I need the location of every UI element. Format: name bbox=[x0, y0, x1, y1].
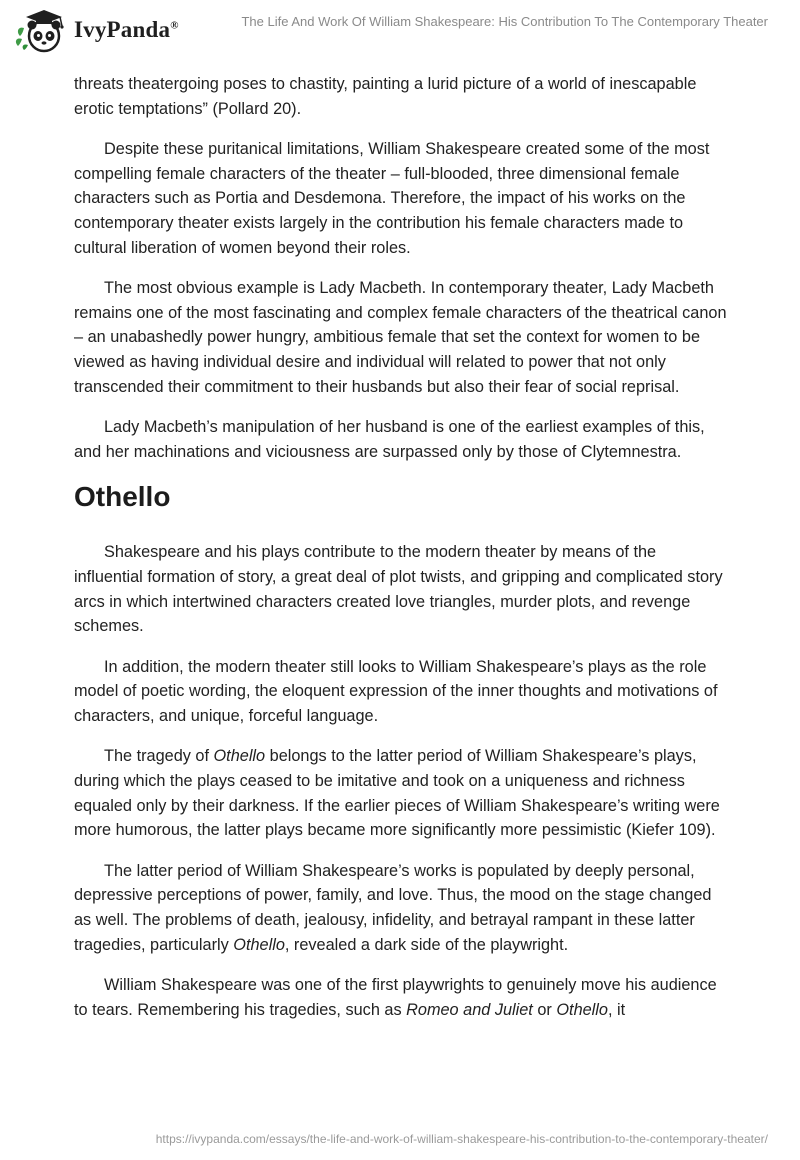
text-run: belongs to the latter period of William Shakespeare’s plays, during which the plays ceased to be imitative and took on a uniqueness and richness equaled only by their darkness. If the earlier pieces of William Shakespeare’s writing were more humorous, the latter plays became more significantly more pessimistic (Kiefer 109). bbox=[74, 747, 720, 840]
italic-title: Othello bbox=[233, 935, 285, 954]
page-header bbox=[0, 0, 800, 62]
ivypanda-logo[interactable] bbox=[14, 6, 179, 54]
text-run: William Shakespeare was one of the first playwrights to genuinely move his audience to tears. Remembering his tragedies, such as bbox=[74, 976, 717, 1019]
italic-title: Othello bbox=[556, 1000, 608, 1019]
paragraph: Despite these puritanical limitations, William Shakespeare created some of the most compelling female characters of the theater – full-blooded, three dimensional female characters such as Portia and Desdemona. Therefore, the impact of his works on the contemporary theater exists largely in the contribution his female characters made to cultural liberation of women beyond their roles. bbox=[74, 140, 710, 257]
text-run: The latter period of William Shakespeare’s works is populated by deeply personal, depressive perceptions of power, family, and love. Thus, the mood on the stage changed as well. The problems of death, jealousy, infidelity, and betrayal rampant in these latter tragedies, particularly bbox=[74, 861, 712, 954]
text-run: The tragedy of bbox=[104, 747, 214, 766]
italic-title: Romeo and Juliet bbox=[406, 1000, 533, 1019]
paragraph bbox=[74, 973, 729, 1022]
panda-graduate-icon bbox=[14, 6, 70, 54]
text-run: , it bbox=[607, 1000, 626, 1019]
essay-body bbox=[74, 72, 729, 1038]
paragraph: The most obvious example is Lady Macbeth. In contemporary theater, Lady Macbeth remains one of the most fascinating and complex female characters of the theatrical canon – an unabashedly power hungry, ambitious female that set the context for women to be viewed as having individual desire and individual will related to power that not only transcended their commitment to their husbands but also their fear of social reprisal. bbox=[74, 279, 727, 396]
registered-mark: ® bbox=[170, 19, 179, 32]
paragraph bbox=[74, 744, 729, 842]
document-title: The Life And Work Of William Shakespeare: His Contribution To The Contemporary Theater bbox=[241, 14, 768, 29]
paragraph: Shakespeare and his plays contribute to the modern theater by means of the influential formation of story, a great deal of plot twists, and gripping and complicated story arcs in which intertwined characters created love triangles, murder plots, and revenge schemes. bbox=[74, 543, 723, 636]
brand-name bbox=[74, 17, 179, 43]
brand-text: IvyPanda bbox=[74, 17, 171, 42]
text-run: or bbox=[532, 1000, 557, 1019]
italic-title: Othello bbox=[213, 747, 266, 766]
paragraph: In addition, the modern theater still looks to William Shakespeare’s plays as the role model of poetic wording, the eloquent expression of the inner thoughts and motivations of characters, and unique, forceful language. bbox=[74, 657, 718, 725]
source-url-link[interactable]: https://ivypanda.com/essays/the-life-and-work-of-william-shakespeare-his-contribution-to-the-contemporary-theater/ bbox=[155, 1132, 768, 1146]
paragraph: Lady Macbeth’s manipulation of her husband is one of the earliest examples of this, and her machinations and viciousness are surpassed only by those of Clytemnestra. bbox=[74, 418, 705, 461]
text-run: , revealed a dark side of the playwright. bbox=[284, 935, 569, 954]
section-heading: Othello bbox=[74, 481, 171, 513]
paragraph bbox=[74, 859, 729, 957]
paragraph: threats theatergoing poses to chastity, painting a lurid picture of a world of inescapable erotic temptations” (Pollard 20). bbox=[74, 75, 697, 118]
